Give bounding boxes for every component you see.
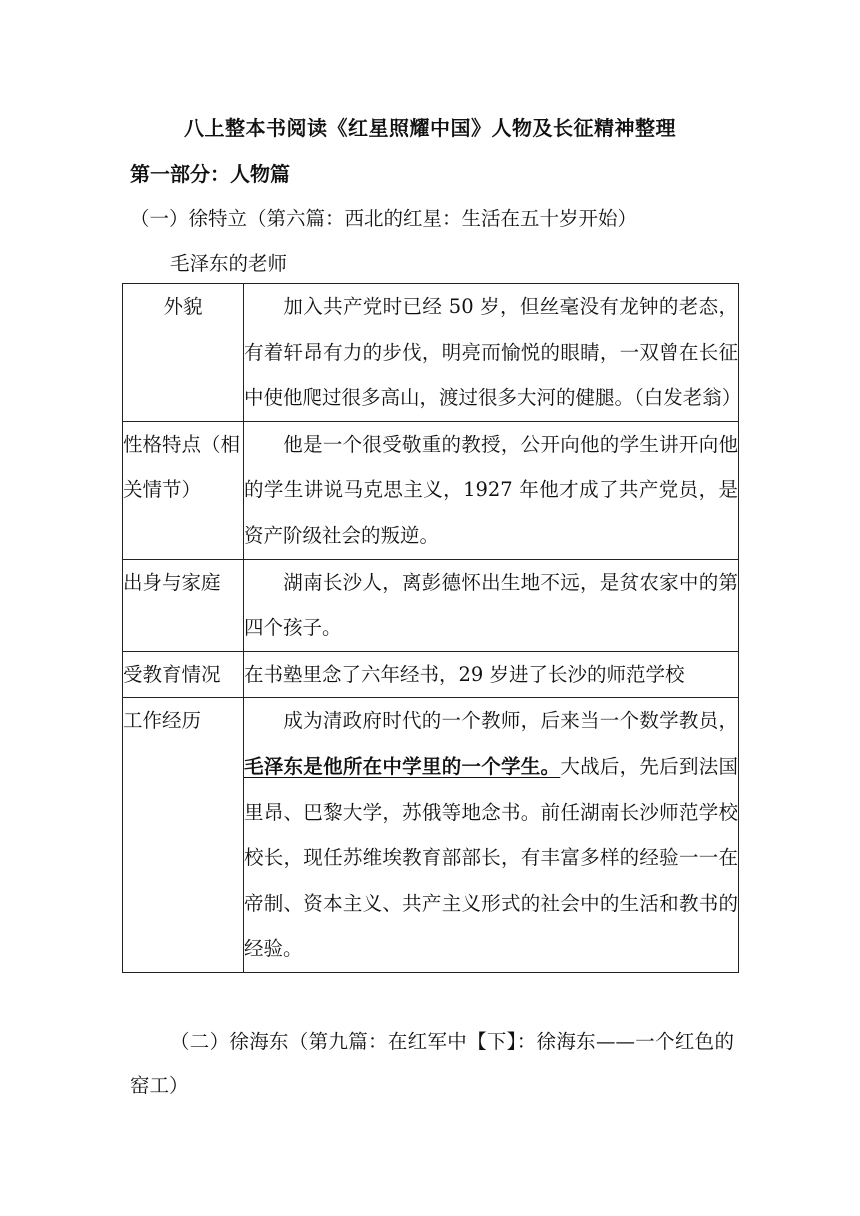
table-row (123, 421, 739, 559)
document-title: 八上整本书阅读《红星照耀中国》人物及长征精神整理 (184, 116, 676, 140)
character-info-table (122, 283, 742, 973)
row-value-text: 加入共产党时已经 50 岁，但丝毫没有龙钟的老态，有着轩昂有力的步伐，明亮而愉悦的眼睛，一双曾在长征中使他爬过很多高山，渡过很多大河的健腿。（白发老翁） (244, 295, 742, 410)
row-value (244, 559, 739, 651)
table-row (123, 284, 739, 422)
table-row (123, 698, 739, 973)
section-heading-xu-teli: （一）徐特立（第六篇：西北的红星：生活在五十岁开始） (130, 207, 638, 230)
part-heading: 第一部分：人物篇 (130, 162, 290, 186)
row-label: 出身与家庭 (123, 559, 244, 651)
table-row (123, 651, 739, 698)
row-value: 在书塾里念了六年经书，29 岁进了长沙的师范学校 (244, 651, 739, 698)
row-label: 外貌 (123, 284, 244, 422)
row-value-text: 大战后，先后到法国里昂、巴黎大学，苏俄等地念书。前任湖南长沙师范学校校长，现任苏维埃教育部部长，有丰富多样的经验一一在帝制、资本主义、共产主义形式的社会中的生活和教书的经验。 (244, 754, 738, 961)
row-value-text: 成为清政府时代的一个教师，后来当一个数学教员， (283, 709, 738, 733)
row-label: 工作经历 (123, 698, 244, 973)
row-value (244, 284, 742, 422)
underlined-emphasis: 毛泽东是他所在中学里的一个学生。 (244, 754, 561, 778)
row-value (244, 421, 739, 559)
section-heading-xu-haidong: （二）徐海东（第九篇：在红军中【下】：徐海东——一个红色的窑工） (130, 1030, 734, 1097)
row-value-text: 湖南长沙人，离彭德怀出生地不远，是贫农家中的第四个孩子。 (244, 570, 738, 640)
row-value-text: 他是一个很受敬重的教授，公开向他的学生讲开向他的学生讲说马克思主义，1927 年他才成了共产党员，是资产阶级社会的叛逆。 (244, 432, 738, 547)
table-row (123, 559, 739, 651)
row-label: 性格特点（相关情节） (123, 421, 244, 559)
row-value (244, 698, 739, 973)
section-subtitle: 毛泽东的老师 (170, 252, 288, 275)
row-label: 受教育情况 (123, 651, 244, 698)
